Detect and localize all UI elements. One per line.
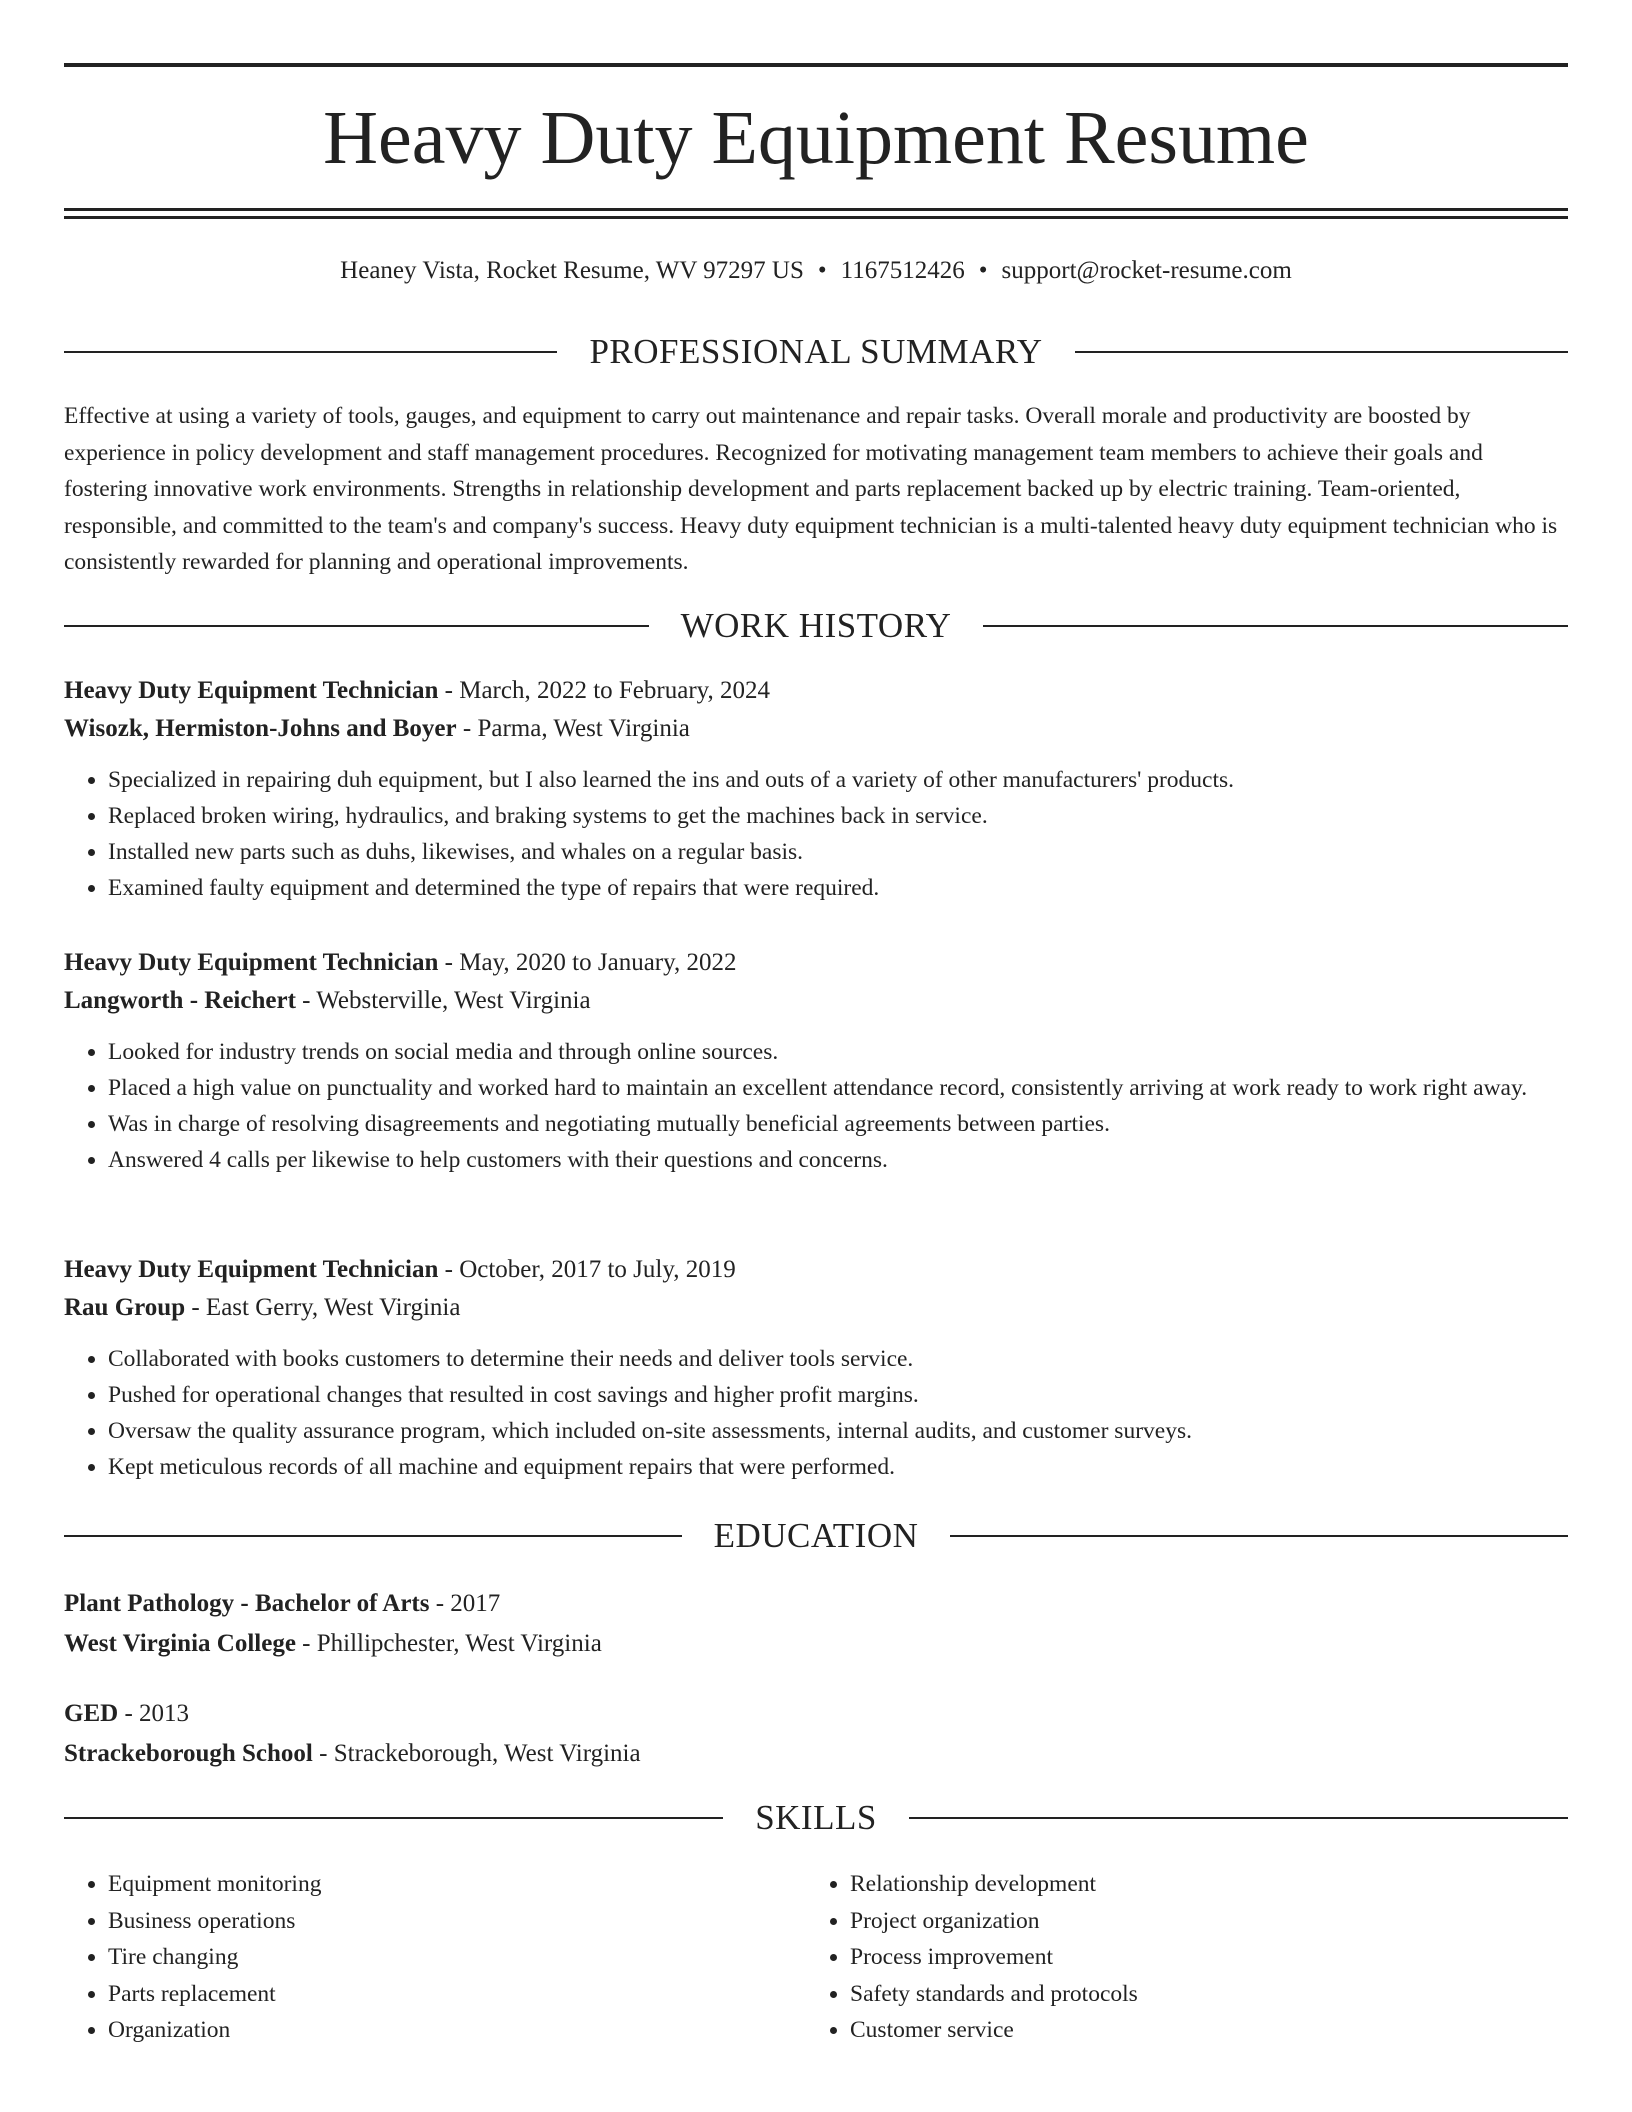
job-employer [64, 1289, 1568, 1327]
education-location: - Phillipchester, West Virginia [295, 1630, 602, 1657]
section-rule-left [64, 1817, 723, 1819]
list-item: • Looked for industry trends on social media and through online sources. [108, 1034, 1568, 1070]
education-school-line [64, 1734, 1568, 1774]
title-rule-lower [64, 216, 1568, 219]
list-item: • Oversaw the quality assurance program, which included on-site assessments, internal audits, and customer surveys. [108, 1413, 1568, 1449]
skills-column-left [64, 1866, 806, 2049]
list-item: • Kept meticulous records of all machine and equipment repairs that were performed. [108, 1449, 1568, 1485]
section-rule-right [909, 1817, 1568, 1819]
list-item: • Placed a high value on punctuality and worked hard to maintain an excellent attendance record, consistently arriving at work ready to work right away. [108, 1070, 1568, 1106]
section-rule-right [1075, 351, 1568, 353]
section-rule-left [64, 351, 557, 353]
job-bullets [64, 1341, 1568, 1485]
contact-phone: 1167512426 [840, 257, 965, 284]
section-title: PROFESSIONAL SUMMARY [589, 332, 1043, 371]
skill-item: • Relationship development [850, 1866, 1548, 1903]
education-year: - 2017 [429, 1590, 501, 1617]
education-heading [64, 1584, 1568, 1624]
job-entry [64, 672, 1568, 906]
job-heading [64, 1251, 1568, 1289]
job-bullets [64, 1034, 1568, 1178]
education-degree: GED [64, 1700, 119, 1727]
section-title: WORK HISTORY [680, 606, 952, 645]
list-item: • Replaced broken wiring, hydraulics, and braking systems to get the machines back in service. [108, 798, 1568, 834]
job-title: Heavy Duty Equipment Technician [64, 1256, 439, 1283]
job-dates: - March, 2022 to February, 2024 [438, 677, 771, 704]
job-entry [64, 1251, 1568, 1485]
job-employer [64, 710, 1568, 748]
list-item: • Installed new parts such as duhs, likewises, and whales on a regular basis. [108, 834, 1568, 870]
contact-address: Heaney Vista, Rocket Resume, WV 97297 US [340, 257, 804, 284]
summary-paragraph: Effective at using a variety of tools, gauges, and equipment to carry out maintenance and repair tasks. Overall morale and productivity are boosted by experience in policy development and staff management procedures. Recognized for motivating management team members to achieve their goals and fostering innovative work environments. Strengths in relationship development and parts replacement backed up by electric training. Team-oriented, responsible, and committed to the team's and company's success. Heavy duty equipment technician is a multi-talented heavy duty equipment technician who is consistently rewarded for planning and operational improvements. [64, 403, 1558, 575]
section-header-work [64, 604, 1568, 648]
education-school-line [64, 1624, 1568, 1664]
skills-column-right [806, 1866, 1548, 2049]
job-employer [64, 982, 1568, 1020]
list-item: • Specialized in repairing duh equipment, but I also learned the ins and outs of a variety of other manufacturers' products. [108, 762, 1568, 798]
skill-item: • Safety standards and protocols [850, 1976, 1548, 2013]
top-rule [64, 63, 1568, 67]
job-title: Heavy Duty Equipment Technician [64, 949, 439, 976]
contact-separator: • [817, 257, 827, 284]
list-item: • Pushed for operational changes that resulted in cost savings and higher profit margins. [108, 1377, 1568, 1413]
list-item: • Collaborated with books customers to determine their needs and deliver tools service. [108, 1341, 1568, 1377]
skill-item: • Parts replacement [108, 1976, 806, 2013]
list-item: • Was in charge of resolving disagreements and negotiating mutually beneficial agreements between parties. [108, 1106, 1568, 1142]
skill-item: • Process improvement [850, 1939, 1548, 1976]
skill-item: • Project organization [850, 1903, 1548, 1940]
education-degree: Plant Pathology - Bachelor of Arts [64, 1590, 430, 1617]
section-rule-left [64, 625, 649, 627]
job-entry [64, 944, 1568, 1178]
education-school: West Virginia College [64, 1630, 296, 1657]
job-location: - Parma, West Virginia [456, 715, 690, 742]
job-company: Wisozk, Hermiston-Johns and Boyer [64, 715, 457, 742]
skill-item: • Business operations [108, 1903, 806, 1940]
job-dates: - May, 2020 to January, 2022 [438, 949, 737, 976]
education-entry [64, 1694, 1568, 1774]
job-heading [64, 944, 1568, 982]
section-title: EDUCATION [713, 1516, 919, 1555]
section-header-education [64, 1514, 1568, 1558]
list-item: • Examined faulty equipment and determined the type of repairs that were required. [108, 870, 1568, 906]
skill-item: • Tire changing [108, 1939, 806, 1976]
education-entry [64, 1584, 1568, 1664]
job-location: - East Gerry, West Virginia [185, 1294, 461, 1321]
job-dates: - October, 2017 to July, 2019 [438, 1256, 736, 1283]
section-rule-right [950, 1535, 1568, 1537]
job-company: Langworth - Reichert [64, 987, 296, 1014]
job-bullets [64, 762, 1568, 906]
contact-email: support@rocket-resume.com [1001, 257, 1292, 284]
section-header-summary [64, 330, 1568, 374]
contact-line [64, 254, 1568, 288]
section-rule-right [983, 625, 1568, 627]
list-item: • Answered 4 calls per likewise to help customers with their questions and concerns. [108, 1142, 1568, 1178]
job-location: - Websterville, West Virginia [295, 987, 591, 1014]
education-school: Strackeborough School [64, 1740, 313, 1767]
job-heading [64, 672, 1568, 710]
skill-item: • Organization [108, 2012, 806, 2049]
education-heading [64, 1694, 1568, 1734]
skill-item: • Customer service [850, 2012, 1548, 2049]
education-year: - 2013 [118, 1700, 190, 1727]
section-title: SKILLS [755, 1798, 877, 1837]
skill-item: • Equipment monitoring [108, 1866, 806, 1903]
contact-separator: • [978, 257, 988, 284]
resume-title: Heavy Duty Equipment Resume [323, 96, 1309, 180]
education-location: - Strackeborough, West Virginia [312, 1740, 641, 1767]
job-title: Heavy Duty Equipment Technician [64, 677, 439, 704]
section-header-skills [64, 1796, 1568, 1840]
skills-list [64, 1866, 1568, 2049]
job-company: Rau Group [64, 1294, 186, 1321]
title-rule-upper [64, 208, 1568, 211]
section-rule-left [64, 1535, 682, 1537]
